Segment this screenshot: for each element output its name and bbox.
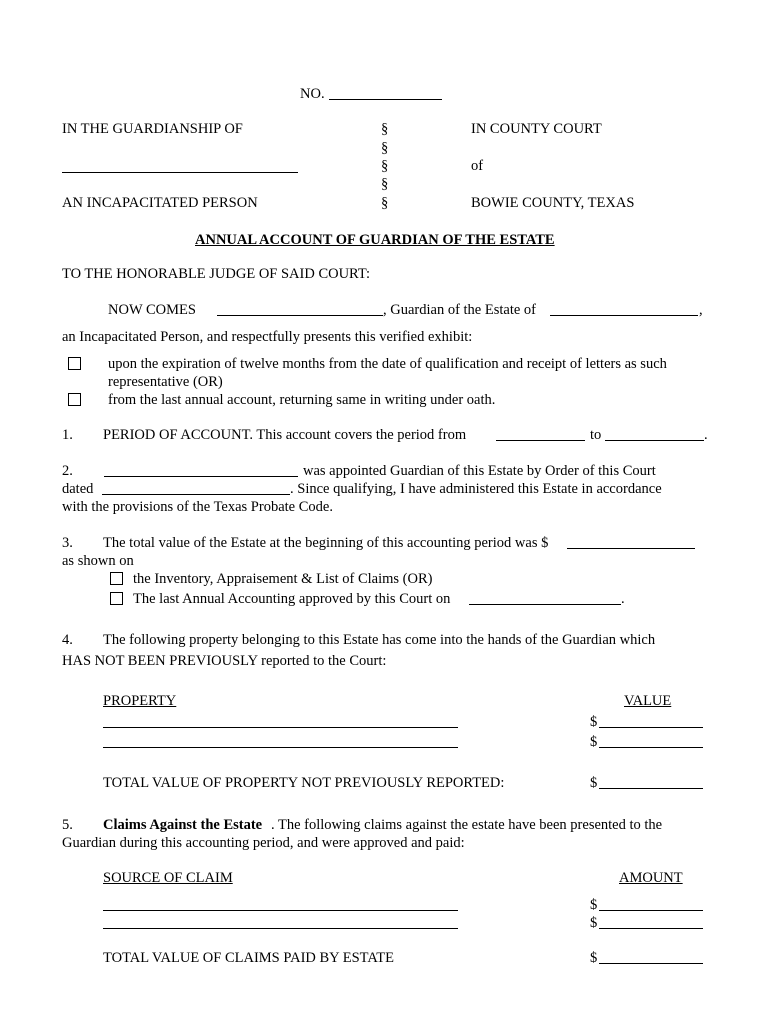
now-comes-label: NOW COMES	[108, 302, 196, 318]
dollar-sign: $	[590, 775, 598, 791]
dollar-sign: $	[590, 950, 598, 966]
claim-row-1-field[interactable]	[103, 910, 458, 911]
option-twelve-months-text-2: representative (OR)	[108, 374, 223, 390]
case-number-field[interactable]	[329, 99, 442, 100]
intro-line: an Incapacitated Person, and respectfully presents this verified exhibit:	[62, 329, 473, 345]
case-number-label: NO.	[300, 86, 325, 102]
approved-date-field[interactable]	[469, 604, 621, 605]
value-column-header: VALUE	[624, 693, 672, 709]
since-qualifying-text: . Since qualifying, I have administered this Estate in accordance	[290, 481, 662, 497]
period-end: .	[704, 427, 708, 443]
item-5-number: 5.	[62, 817, 73, 833]
guardian-name-field[interactable]	[217, 315, 383, 316]
estate-of-name-field[interactable]	[550, 315, 698, 316]
inventory-checkbox[interactable]	[110, 572, 123, 585]
document-title: ANNUAL ACCOUNT OF GUARDIAN OF THE ESTATE	[195, 232, 555, 248]
dollar-sign: $	[590, 915, 598, 931]
last-annual-accounting-checkbox[interactable]	[110, 592, 123, 605]
total-value-text: The total value of the Estate at the beginning of this accounting period was $	[103, 535, 549, 551]
claims-heading: Claims Against the Estate	[103, 817, 263, 833]
guardian-of-estate-label: , Guardian of the Estate of	[383, 302, 537, 318]
dated-field[interactable]	[102, 494, 290, 495]
total-property-value-field[interactable]	[599, 788, 703, 789]
item-3-number: 3.	[62, 535, 73, 551]
item-4-number: 4.	[62, 632, 73, 648]
appointed-text: was appointed Guardian of this Estate by Order of this Court	[303, 463, 656, 479]
period-to-field[interactable]	[605, 440, 704, 441]
property-value-1-field[interactable]	[599, 727, 703, 728]
option-twelve-months-checkbox[interactable]	[68, 357, 81, 370]
section-mark: §	[381, 176, 389, 192]
dollar-sign: $	[590, 714, 598, 730]
claim-amount-2-field[interactable]	[599, 928, 703, 929]
last-annual-accounting-text: The last Annual Accounting approved by this Court on	[133, 591, 451, 607]
not-previously-reported-text: HAS NOT BEEN PREVIOUSLY reported to the Court:	[62, 653, 387, 669]
item-1-number: 1.	[62, 427, 73, 443]
county-label: BOWIE COUNTY, TEXAS	[471, 195, 635, 211]
period-from-field[interactable]	[496, 440, 585, 441]
total-value-field[interactable]	[567, 548, 695, 549]
salutation: TO THE HONORABLE JUDGE OF SAID COURT:	[62, 266, 371, 282]
probate-code-text: with the provisions of the Texas Probate Code.	[62, 499, 333, 515]
ward-name-field[interactable]	[62, 172, 298, 173]
property-value-2-field[interactable]	[599, 747, 703, 748]
option-last-annual-text: from the last annual account, returning same in writing under oath.	[108, 392, 496, 408]
comma: ,	[699, 302, 703, 318]
claim-amount-1-field[interactable]	[599, 910, 703, 911]
dated-label: dated	[62, 481, 94, 497]
inventory-text: the Inventory, Appraisement & List of Claims (OR)	[133, 571, 433, 587]
claims-text: . The following claims against the estate have been presented to the	[271, 817, 663, 833]
item-2-number: 2.	[62, 463, 73, 479]
guardianship-of-label: IN THE GUARDIANSHIP OF	[62, 121, 243, 137]
option-twelve-months-text: upon the expiration of twelve months from the date of qualification and receipt of letters as such	[108, 356, 667, 372]
total-claims-label: TOTAL VALUE OF CLAIMS PAID BY ESTATE	[103, 950, 394, 966]
option-last-annual-checkbox[interactable]	[68, 393, 81, 406]
section-mark: §	[381, 158, 389, 174]
incapacitated-person-label: AN INCAPACITATED PERSON	[62, 195, 258, 211]
section-mark: §	[381, 121, 389, 137]
total-property-label: TOTAL VALUE OF PROPERTY NOT PREVIOUSLY REPORTED:	[103, 775, 505, 791]
section-mark: §	[381, 140, 389, 156]
section-mark: §	[381, 195, 389, 211]
total-claims-value-field[interactable]	[599, 963, 703, 964]
to-label: to	[590, 427, 602, 443]
property-row-2-field[interactable]	[103, 747, 458, 748]
court-label: IN COUNTY COURT	[471, 121, 602, 137]
property-column-header: PROPERTY	[103, 693, 177, 709]
of-label: of	[471, 158, 484, 174]
dollar-sign: $	[590, 897, 598, 913]
dollar-sign: $	[590, 734, 598, 750]
claims-text-2: Guardian during this accounting period, and were approved and paid:	[62, 835, 465, 851]
as-shown-on-text: as shown on	[62, 553, 134, 569]
property-text: The following property belonging to this Estate has come into the hands of the Guardian which	[103, 632, 656, 648]
property-row-1-field[interactable]	[103, 727, 458, 728]
period-end: .	[621, 591, 625, 607]
period-of-account-text: PERIOD OF ACCOUNT. This account covers the period from	[103, 427, 467, 443]
appointed-guardian-field[interactable]	[104, 476, 298, 477]
claim-row-2-field[interactable]	[103, 928, 458, 929]
amount-column-header: AMOUNT	[619, 870, 683, 886]
source-of-claim-header: SOURCE OF CLAIM	[103, 870, 233, 886]
